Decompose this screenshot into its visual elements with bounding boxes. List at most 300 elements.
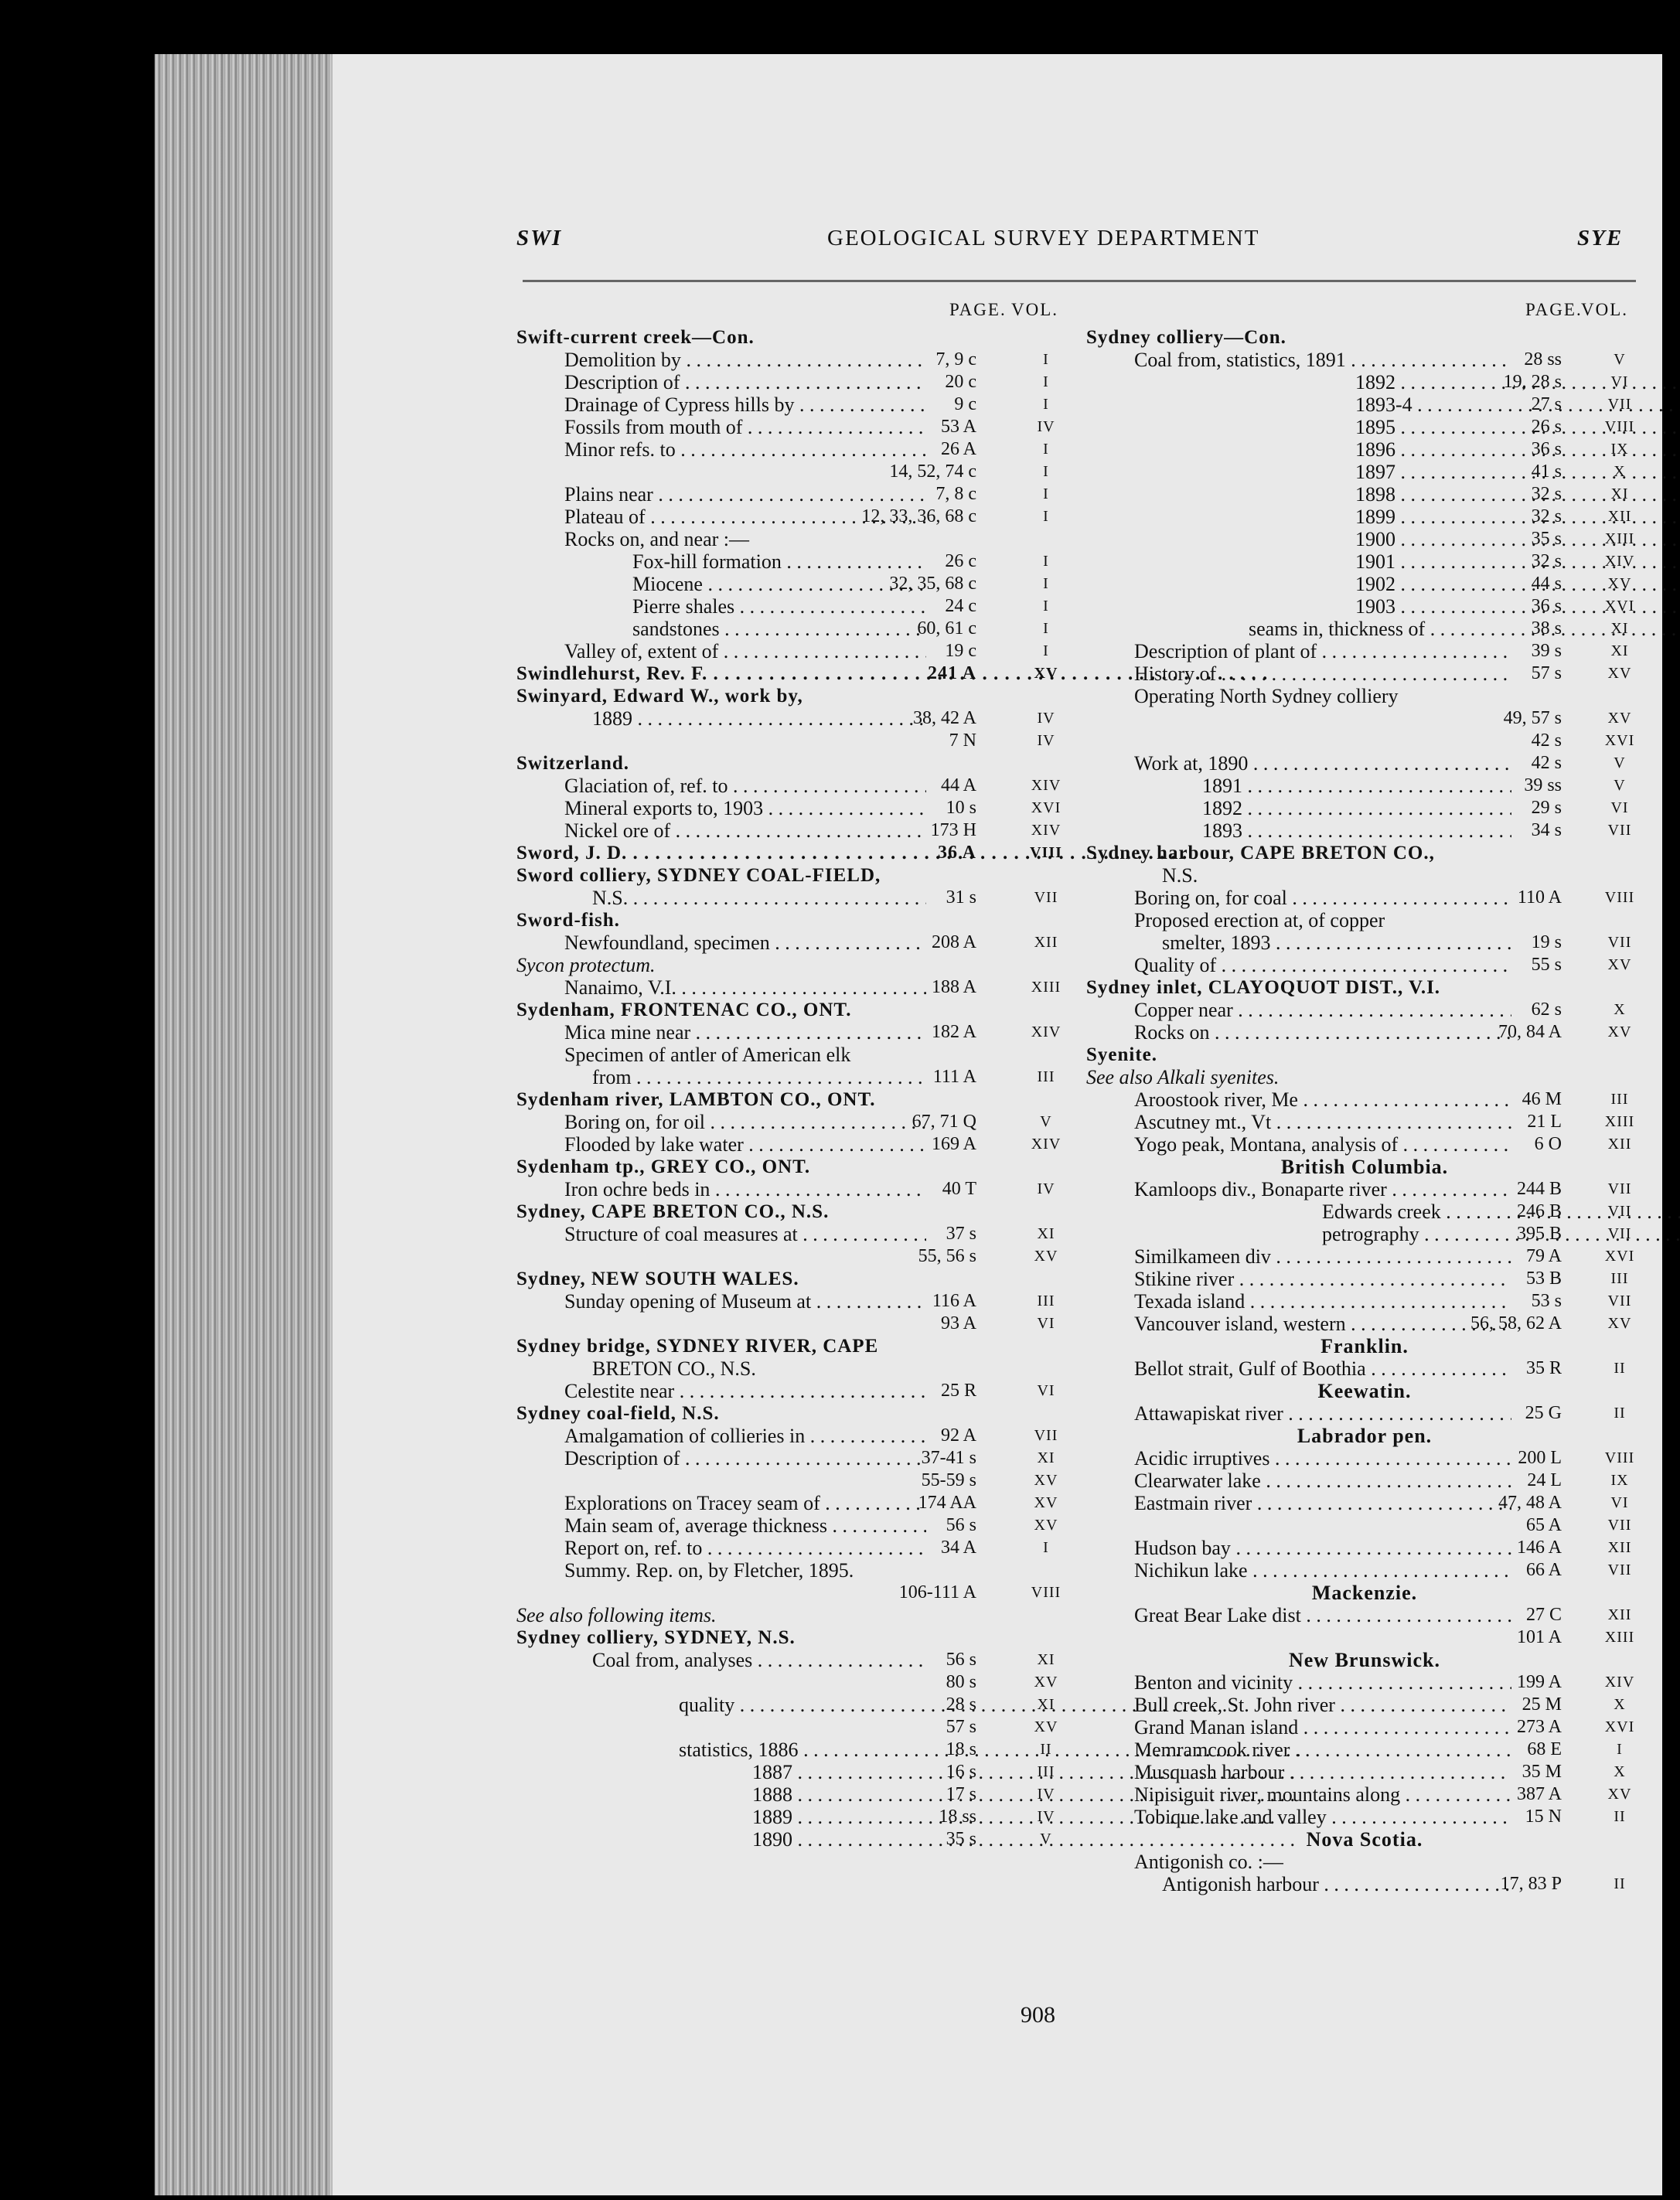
- index-entry: [1086, 819, 1643, 842]
- entry-volume: XV: [1034, 1494, 1058, 1511]
- entry-volume: IV: [1037, 1808, 1055, 1825]
- index-entry: [516, 1470, 1065, 1492]
- entry-text: Celestite near . . .: [564, 1380, 926, 1402]
- index-entry: [1086, 1402, 1643, 1425]
- entry-volume: VIII: [1604, 418, 1635, 435]
- entry-page: 17, 83 P: [1500, 1874, 1562, 1894]
- entry-text: Demolition by . . .: [564, 349, 926, 371]
- index-entry: [516, 730, 1065, 752]
- entry-text: Flooded by lake water . . .: [564, 1133, 926, 1156]
- entry-page: 24 c: [945, 596, 976, 616]
- entry-page: 38, 42 A: [912, 708, 976, 728]
- entry-text: See also following items.: [516, 1604, 717, 1626]
- index-entry: [516, 1447, 1065, 1470]
- entry-text: Nanaimo, V.I. . . .: [564, 976, 926, 999]
- index-subheading: [1086, 1649, 1643, 1671]
- entry-volume: XII: [1607, 1539, 1632, 1556]
- index-entry: [1086, 1694, 1643, 1716]
- entry-page: 79 A: [1525, 1246, 1562, 1266]
- index-entry: [1086, 1671, 1643, 1694]
- entry-text: Sydney colliery, SYDNEY, N.S.: [516, 1627, 796, 1648]
- index-column-right: [1086, 294, 1643, 1895]
- index-entry: [516, 1245, 1065, 1268]
- entry-volume: VI: [1610, 799, 1629, 816]
- entry-volume: XIV: [1031, 777, 1062, 794]
- index-entry: [516, 1021, 1065, 1044]
- entry-page: 37-41 s: [921, 1448, 976, 1468]
- index-entry: [516, 1357, 1065, 1380]
- entry-text: 1887 . . .: [752, 1761, 1295, 1783]
- entry-text: Sunday opening of Museum at . . .: [564, 1290, 926, 1313]
- entry-text: Musquash harbour . . .: [1134, 1761, 1511, 1783]
- entry-page: 14, 52, 74 c: [889, 461, 976, 482]
- entry-text: Nova Scotia.: [1306, 1828, 1423, 1851]
- entry-volume: I: [1043, 463, 1049, 480]
- entry-volume: VII: [1607, 396, 1632, 413]
- index-entry: [516, 1559, 1065, 1582]
- entry-volume: I: [1617, 1741, 1623, 1758]
- entry-text: Stikine river . . .: [1134, 1268, 1511, 1290]
- page-number: 908: [1021, 2002, 1055, 2028]
- entry-text: 1889 . . .: [592, 707, 926, 730]
- index-entry: [1086, 1761, 1643, 1783]
- entry-text: Sword colliery, SYDNEY COAL-FIELD,: [516, 865, 881, 886]
- index-entry: [516, 550, 1065, 573]
- entry-text: 1895 . . .: [1355, 416, 1680, 438]
- index-entry: [1086, 483, 1643, 506]
- entry-volume: I: [1043, 373, 1049, 390]
- entry-page: 49, 57 s: [1503, 708, 1562, 728]
- entry-text: Iron ochre beds in . . .: [564, 1178, 926, 1200]
- index-entry: [1086, 1806, 1643, 1828]
- entry-page: 110 A: [1517, 887, 1562, 908]
- entry-page: 25 M: [1522, 1694, 1562, 1715]
- entry-text: Amalgamation of collieries in . . .: [564, 1425, 926, 1447]
- entry-page: 55-59 s: [921, 1470, 976, 1490]
- entry-page: 93 A: [940, 1313, 976, 1333]
- index-heading: [516, 1335, 1065, 1357]
- index-entry: [1086, 393, 1643, 416]
- index-entry: [1086, 1268, 1643, 1290]
- entry-page: 10 s: [946, 798, 976, 818]
- index-heading: [516, 326, 1065, 349]
- index-entry: [1086, 797, 1643, 819]
- running-head-left: SWI: [516, 226, 563, 250]
- entry-page: 66 A: [1525, 1560, 1562, 1580]
- index-subheading: [1086, 1156, 1643, 1178]
- entry-volume: VII: [1034, 1427, 1058, 1444]
- entry-volume: I: [1043, 508, 1049, 525]
- entry-page: 32, 35, 68 c: [889, 574, 976, 594]
- index-entry: [516, 931, 1065, 954]
- entry-volume: III: [1037, 1068, 1055, 1085]
- index-entry: [1086, 685, 1643, 707]
- index-entry: [1086, 1470, 1643, 1492]
- index-heading: [1086, 326, 1643, 349]
- entry-volume: IV: [1037, 732, 1055, 749]
- entry-page: 12, 33, 36, 68 c: [861, 506, 976, 526]
- index-subheading: [1086, 1582, 1643, 1604]
- entry-volume: I: [1043, 620, 1049, 637]
- index-heading: [516, 909, 1065, 931]
- index-entry: [1086, 1066, 1643, 1088]
- entry-volume: XIII: [1604, 1629, 1635, 1646]
- index-heading: [516, 842, 1065, 864]
- index-entry: [1086, 954, 1643, 976]
- index-entry: [516, 1828, 1065, 1851]
- entry-text: Kamloops div., Bonaparte river . . .: [1134, 1178, 1511, 1200]
- entry-volume: IX: [1610, 441, 1629, 458]
- entry-volume: X: [1614, 1001, 1626, 1018]
- entry-text: 1892 . . .: [1202, 797, 1511, 819]
- entry-volume: III: [1610, 1270, 1629, 1287]
- entry-text: Nipisiguit river, mountains along . . .: [1134, 1783, 1511, 1806]
- index-entry: [1086, 1133, 1643, 1156]
- entry-volume: XIII: [1604, 1113, 1635, 1130]
- entry-text: Swinyard, Edward W., work by,: [516, 686, 803, 707]
- entry-page: 40 T: [942, 1179, 976, 1199]
- entry-volume: II: [1614, 1875, 1626, 1892]
- entry-page: 60, 61 c: [917, 618, 976, 639]
- entry-page: 57 s: [1531, 663, 1562, 683]
- entry-page: 38 s: [1531, 618, 1562, 639]
- entry-volume: VII: [1607, 1561, 1632, 1578]
- entry-text: Description of plant of . . .: [1134, 640, 1511, 662]
- entry-text: Labrador pen.: [1297, 1425, 1433, 1447]
- entry-page: 244 B: [1516, 1179, 1562, 1199]
- entry-page: 7, 8 c: [935, 484, 976, 504]
- entry-text: Sydney colliery—Con.: [1086, 327, 1286, 348]
- entry-page: 44 A: [940, 775, 976, 795]
- entry-volume: IV: [1037, 1786, 1055, 1803]
- index-entry: [516, 1783, 1065, 1806]
- entry-volume: I: [1043, 575, 1049, 592]
- entry-page: 36 s: [1531, 596, 1562, 616]
- entry-volume: XI: [1610, 485, 1629, 502]
- entry-volume: VIII: [1030, 844, 1062, 861]
- index-entry: [1086, 1223, 1643, 1245]
- entry-page: 19, 28 s: [1503, 372, 1562, 392]
- index-entry: [1086, 1739, 1643, 1761]
- entry-text: Memramcook river . . .: [1134, 1739, 1511, 1761]
- entry-text: Mineral exports to, 1903 . . .: [564, 797, 926, 819]
- entry-volume: VII: [1607, 1225, 1632, 1242]
- entry-text: Specimen of antler of American elk: [564, 1044, 851, 1066]
- entry-text: 1902 . . .: [1355, 573, 1680, 595]
- entry-page: 67, 71 Q: [912, 1112, 976, 1132]
- index-entry: [1086, 618, 1643, 640]
- entry-text: 1899 . . .: [1355, 506, 1680, 528]
- entry-text: Sydenham river, LAMBTON CO., ONT.: [516, 1089, 876, 1110]
- entry-volume: XV: [1034, 665, 1058, 682]
- index-entry: [516, 1380, 1065, 1402]
- entry-page: 208 A: [931, 932, 976, 952]
- entry-page: 47, 48 A: [1498, 1493, 1562, 1513]
- index-heading: [516, 1626, 1065, 1649]
- entry-text: Quality of . . .: [1134, 954, 1511, 976]
- index-entry: [516, 707, 1065, 730]
- entry-volume: VII: [1607, 1180, 1632, 1197]
- index-entry: [516, 618, 1065, 640]
- entry-volume: I: [1043, 351, 1049, 368]
- entry-text: Report on, ref. to . . .: [564, 1537, 926, 1559]
- entry-page: 7, 9 c: [935, 349, 976, 370]
- index-entry: [516, 1582, 1065, 1604]
- entry-volume: XII: [1607, 508, 1632, 525]
- index-entry: [1086, 909, 1643, 931]
- entry-page: 241 A: [927, 663, 976, 683]
- entry-volume: XVI: [1604, 1718, 1635, 1735]
- index-heading: [516, 1402, 1065, 1425]
- index-entry: [516, 1223, 1065, 1245]
- entry-page: 53 B: [1525, 1269, 1562, 1289]
- entry-text: Vancouver island, western . . .: [1134, 1313, 1511, 1335]
- entry-text: Fossils from mouth of . . .: [564, 416, 926, 438]
- entry-page: 39 ss: [1524, 775, 1562, 795]
- entry-volume: XI: [1037, 1696, 1055, 1713]
- entry-text: Operating North Sydney colliery: [1134, 685, 1399, 707]
- entry-volume: VIII: [1604, 1449, 1635, 1466]
- entry-volume: XI: [1037, 1651, 1055, 1668]
- entry-text: Plains near . . .: [564, 483, 926, 506]
- entry-page: 53 s: [1531, 1291, 1562, 1311]
- entry-page: 111 A: [932, 1067, 976, 1087]
- entry-volume: XIII: [1604, 530, 1635, 547]
- index-heading: [516, 864, 1065, 887]
- index-entry: [516, 887, 1065, 909]
- entry-page: 53 A: [940, 417, 976, 437]
- entry-text: History of . . .: [1134, 662, 1511, 685]
- index-heading: [516, 752, 1065, 775]
- entry-text: sandstones . . .: [632, 618, 926, 640]
- entry-volume: XIV: [1031, 822, 1062, 839]
- index-entry: [1086, 864, 1643, 887]
- index-entry: [1086, 1559, 1643, 1582]
- entry-text: Description of . . .: [564, 1447, 926, 1470]
- running-head-right: SYE: [1577, 226, 1624, 250]
- entry-page: 9 c: [954, 394, 976, 414]
- entry-text: petrography . . .: [1322, 1223, 1680, 1245]
- index-entry: [1086, 752, 1643, 775]
- entry-text: Sydenham, FRONTENAC CO., ONT.: [516, 1000, 852, 1020]
- index-entry: [516, 1492, 1065, 1514]
- entry-page: 32 s: [1531, 506, 1562, 526]
- entry-text: Switzerland.: [516, 753, 630, 774]
- index-entry: [516, 573, 1065, 595]
- index-entry: [516, 1514, 1065, 1537]
- entry-volume: I: [1043, 642, 1049, 659]
- entry-text: Sydney coal-field, N.S.: [516, 1403, 720, 1424]
- index-entry: [516, 1694, 1065, 1716]
- entry-text: Drainage of Cypress hills by . . .: [564, 393, 926, 416]
- index-entry: [516, 528, 1065, 550]
- entry-volume: XV: [1607, 956, 1632, 973]
- entry-text: Main seam of, average thickness . . .: [564, 1514, 926, 1537]
- entry-page: 65 A: [1525, 1515, 1562, 1535]
- entry-page: 55, 56 s: [918, 1246, 976, 1266]
- index-entry: [1086, 887, 1643, 909]
- entry-text: Grand Manan island . . .: [1134, 1716, 1511, 1739]
- column-headings: [1086, 294, 1643, 326]
- entry-volume: XVI: [1031, 799, 1062, 816]
- index-entry: [516, 1739, 1065, 1761]
- entry-volume: IX: [1610, 1472, 1629, 1489]
- entry-volume: XIV: [1604, 1674, 1635, 1691]
- index-entry: [1086, 1178, 1643, 1200]
- index-entry: [516, 1178, 1065, 1200]
- entry-text: 1898 . . .: [1355, 483, 1680, 506]
- entry-volume: X: [1614, 1763, 1626, 1780]
- entry-page: 101 A: [1516, 1627, 1562, 1647]
- entry-volume: XIV: [1031, 1023, 1062, 1040]
- entry-page: 20 c: [945, 372, 976, 392]
- entry-page: 32 s: [1531, 551, 1562, 571]
- entry-text: N.S. . . .: [592, 887, 926, 909]
- entry-page: 34 A: [940, 1538, 976, 1558]
- entry-text: Franklin.: [1320, 1335, 1409, 1357]
- entry-text: Structure of coal measures at . . .: [564, 1223, 926, 1245]
- entry-volume: XV: [1607, 1786, 1632, 1803]
- entry-text: Keewatin.: [1317, 1380, 1412, 1402]
- page-heading: PAGE.: [949, 300, 1007, 319]
- index-entry: [516, 1649, 1065, 1671]
- entry-volume: VII: [1034, 889, 1058, 906]
- index-entry: [1086, 550, 1643, 573]
- entry-page: 68 E: [1527, 1739, 1562, 1759]
- entry-text: Edwards creek . . .: [1322, 1200, 1680, 1223]
- entry-volume: XII: [1607, 1136, 1632, 1153]
- entry-volume: I: [1043, 485, 1049, 502]
- index-entry: [516, 1761, 1065, 1783]
- entry-page: 56, 58, 62 A: [1470, 1313, 1562, 1333]
- entry-text: Coal from, analyses . . .: [592, 1649, 926, 1671]
- entry-page: 57 s: [946, 1717, 976, 1737]
- entry-text: Glaciation of, ref. to . . .: [564, 775, 926, 797]
- entry-volume: V: [1614, 754, 1626, 771]
- entry-page: 35 M: [1522, 1762, 1562, 1782]
- entry-volume: VI: [1037, 1382, 1055, 1399]
- entry-text: Tobique lake and valley . . .: [1134, 1806, 1511, 1828]
- entry-volume: I: [1043, 598, 1049, 615]
- entry-text: Attawapiskat river . . .: [1134, 1402, 1511, 1425]
- entry-volume: XI: [1037, 1225, 1055, 1242]
- running-head-title: GEOLOGICAL SURVEY DEPARTMENT: [827, 226, 1260, 250]
- entry-text: Rocks on . . .: [1134, 1021, 1511, 1044]
- entry-volume: II: [1614, 1405, 1626, 1422]
- entry-volume: II: [1040, 1741, 1052, 1758]
- entry-text: Benton and vicinity . . .: [1134, 1671, 1511, 1694]
- index-heading: [516, 1200, 1065, 1223]
- entry-volume: XI: [1610, 642, 1629, 659]
- entry-text: Nichikun lake . . .: [1134, 1559, 1511, 1582]
- entry-volume: VI: [1037, 1315, 1055, 1332]
- page-heading: PAGE.: [1525, 300, 1583, 319]
- entry-text: Nickel ore of . . .: [564, 819, 926, 842]
- index-entry: [516, 1044, 1065, 1066]
- entry-text: seams in, thickness of . . .: [1249, 618, 1680, 640]
- entry-page: 25 R: [940, 1381, 976, 1401]
- entry-text: 1892 . . .: [1355, 371, 1680, 393]
- entry-volume: V: [1614, 351, 1626, 368]
- entry-text: Summy. Rep. on, by Fletcher, 1895.: [564, 1559, 854, 1582]
- entry-volume: X: [1614, 463, 1626, 480]
- index-entry: [516, 1111, 1065, 1133]
- entry-volume: XV: [1607, 575, 1632, 592]
- entry-volume: III: [1037, 1292, 1055, 1309]
- entry-page: 395 B: [1516, 1224, 1562, 1244]
- entry-text: Sydney bridge, SYDNEY RIVER, CAPE: [516, 1336, 879, 1357]
- entry-page: 188 A: [931, 977, 976, 997]
- entry-page: 182 A: [931, 1022, 976, 1042]
- entry-text: 1890 . . .: [752, 1828, 1295, 1851]
- entry-volume: VI: [1610, 373, 1629, 390]
- index-entry: [516, 1716, 1065, 1739]
- index-entry: [1086, 349, 1643, 371]
- index-heading: [1086, 976, 1643, 999]
- entry-volume: II: [1614, 1808, 1626, 1825]
- entry-page: 21 L: [1527, 1112, 1562, 1132]
- entry-page: 42 s: [1531, 730, 1562, 751]
- index-entry: [516, 461, 1065, 483]
- entry-text: 1891 . . .: [1202, 775, 1511, 797]
- entry-page: 46 M: [1522, 1089, 1562, 1109]
- index-entry: [1086, 461, 1643, 483]
- header-rule: [523, 280, 1636, 282]
- entry-page: 28 ss: [1524, 349, 1562, 370]
- entry-text: Newfoundland, specimen . . .: [564, 931, 926, 954]
- entry-page: 387 A: [1516, 1784, 1562, 1804]
- entry-text: Ascutney mt., Vt . . .: [1134, 1111, 1511, 1133]
- index-entry: [516, 1290, 1065, 1313]
- entry-volume: XV: [1607, 1315, 1632, 1332]
- entry-text: Boring on, for coal . . .: [1134, 887, 1511, 909]
- entry-volume: VII: [1607, 1203, 1632, 1220]
- entry-text: New Brunswick.: [1288, 1649, 1440, 1671]
- entry-text: Proposed erection at, of copper: [1134, 909, 1385, 931]
- index-entry: [1086, 1716, 1643, 1739]
- entry-volume: XII: [1607, 1606, 1632, 1623]
- index-entry: [516, 797, 1065, 819]
- entry-page: 35 s: [1531, 529, 1562, 549]
- entry-text: Sydney, CAPE BRETON CO., N.S.: [516, 1201, 830, 1222]
- entry-text: Antigonish harbour . . .: [1162, 1873, 1511, 1895]
- index-heading: [516, 1268, 1065, 1290]
- entry-page: 7 N: [949, 730, 976, 751]
- entry-page: 34 s: [1531, 820, 1562, 840]
- entry-page: 146 A: [1516, 1538, 1562, 1558]
- entry-volume: XVI: [1604, 732, 1635, 749]
- index-entry: [1086, 999, 1643, 1021]
- entry-volume: XV: [1034, 1517, 1058, 1534]
- entry-page: 39 s: [1531, 641, 1562, 661]
- entry-volume: V: [1614, 777, 1626, 794]
- index-entry: [1086, 730, 1643, 752]
- index-entry: [1086, 640, 1643, 662]
- entry-text: Swift-current creek—Con.: [516, 327, 755, 348]
- entry-volume: II: [1614, 1360, 1626, 1377]
- entry-page: 41 s: [1531, 461, 1562, 482]
- entry-page: 42 s: [1531, 753, 1562, 773]
- entry-volume: XI: [1610, 620, 1629, 637]
- entry-page: 35 s: [946, 1829, 976, 1849]
- index-entry: [1086, 371, 1643, 393]
- entry-page: 27 s: [1531, 394, 1562, 414]
- entry-page: 92 A: [940, 1425, 976, 1446]
- index-subheading: [1086, 1335, 1643, 1357]
- index-subheading: [1086, 1425, 1643, 1447]
- entry-text: Yogo peak, Montana, analysis of . . .: [1134, 1133, 1511, 1156]
- index-entry: [1086, 1447, 1643, 1470]
